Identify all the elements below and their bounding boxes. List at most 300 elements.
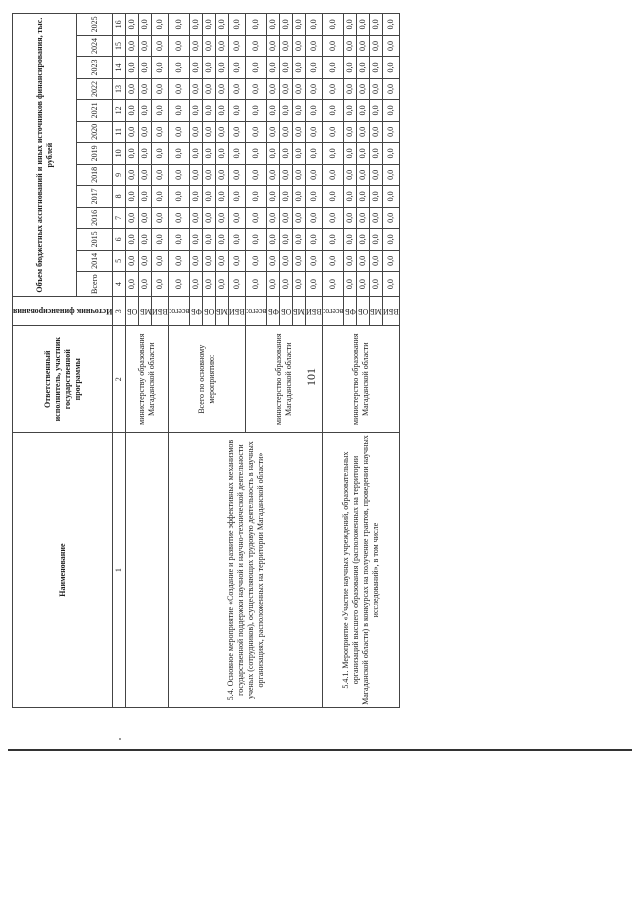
- row-value: 0,0: [267, 207, 280, 228]
- row-value: 0,0: [370, 229, 383, 250]
- row-value: 0,0: [267, 143, 280, 164]
- row-value: 0,0: [203, 14, 216, 36]
- row-value: 0,0: [126, 121, 139, 142]
- row-value: 0,0: [293, 186, 306, 207]
- row-source-label: ОБ: [281, 307, 292, 317]
- column-number: 6: [113, 229, 126, 250]
- row-value: 0,0: [267, 250, 280, 271]
- row-value: 0,0: [190, 14, 203, 36]
- row-value: 0,0: [293, 143, 306, 164]
- row-value: 0,0: [216, 57, 229, 78]
- row-value: 0,0: [267, 121, 280, 142]
- row-value: 0,0: [203, 121, 216, 142]
- row-value: 0,0: [139, 143, 152, 164]
- row-value: 0,0: [139, 164, 152, 185]
- row-value: 0,0: [344, 100, 357, 121]
- row-value: 0,0: [126, 143, 139, 164]
- column-numbers-row: [113, 14, 126, 708]
- row-source: [190, 297, 203, 326]
- row-value: 0,0: [169, 57, 190, 78]
- row-value: 0,0: [169, 164, 190, 185]
- row-value: 0,0: [280, 14, 293, 36]
- row-value: 0,0: [370, 250, 383, 271]
- row-value: 0,0: [169, 229, 190, 250]
- column-number: 5: [113, 250, 126, 271]
- row-value: 0,0: [216, 78, 229, 99]
- row-value: 0,0: [323, 57, 344, 78]
- row-value: 0,0: [370, 78, 383, 99]
- row-value: 0,0: [370, 14, 383, 36]
- row-value: 0,0: [293, 14, 306, 36]
- row-source-label: ФБ: [344, 307, 356, 317]
- row-value: 0,0: [344, 229, 357, 250]
- row-source-label: ВБИ: [383, 307, 399, 317]
- row-source: [357, 297, 370, 326]
- column-number: 16: [113, 14, 126, 36]
- header-year: 2020: [77, 121, 113, 142]
- row-value: 0,0: [126, 207, 139, 228]
- row-value: 0,0: [280, 207, 293, 228]
- row-value: 0,0: [383, 121, 400, 142]
- row-value: 0,0: [370, 121, 383, 142]
- row-value: 0,0: [229, 35, 246, 56]
- row-value: 0,0: [203, 272, 216, 297]
- row-value: 0,0: [152, 143, 169, 164]
- header-year: 2023: [77, 57, 113, 78]
- row-value: 0,0: [190, 186, 203, 207]
- row-value: 0,0: [306, 57, 323, 78]
- row-value: 0,0: [344, 207, 357, 228]
- row-value: 0,0: [293, 100, 306, 121]
- row-value: 0,0: [190, 229, 203, 250]
- row-value: 0,0: [190, 78, 203, 99]
- financing-table-rotated: [12, 13, 612, 708]
- row-source: [280, 297, 293, 326]
- row-value: 0,0: [383, 14, 400, 36]
- row-value: 0,0: [357, 100, 370, 121]
- row-value: 0,0: [190, 143, 203, 164]
- row-value: 0,0: [229, 229, 246, 250]
- row-value: 0,0: [357, 14, 370, 36]
- header-year: 2024: [77, 35, 113, 56]
- row-source: [370, 297, 383, 326]
- row-value: 0,0: [293, 250, 306, 271]
- row-value: 0,0: [152, 14, 169, 36]
- row-source-label: ВБИ: [152, 307, 169, 317]
- row-value: 0,0: [229, 14, 246, 36]
- row-value: 0,0: [126, 250, 139, 271]
- row-value: 0,0: [216, 164, 229, 185]
- row-value: 0,0: [152, 164, 169, 185]
- row-source-label: МБ: [139, 307, 152, 317]
- row-value: 0,0: [306, 78, 323, 99]
- row-responsible: Всего по основному мероприятию:: [169, 326, 246, 433]
- row-value: 0,0: [344, 143, 357, 164]
- row-value: 0,0: [280, 57, 293, 78]
- row-source-label: ОБ: [127, 307, 138, 317]
- column-number: 14: [113, 57, 126, 78]
- row-source: [383, 297, 400, 326]
- header-year: 2015: [77, 229, 113, 250]
- header-responsible: Ответственный исполнитель, участник государственной программы: [13, 326, 113, 433]
- row-source-label: всего:: [246, 307, 267, 317]
- column-number: 10: [113, 143, 126, 164]
- row-value: 0,0: [139, 57, 152, 78]
- row-value: 0,0: [216, 250, 229, 271]
- row-source: [169, 297, 190, 326]
- row-value: 0,0: [344, 57, 357, 78]
- row-value: 0,0: [306, 100, 323, 121]
- row-source: [306, 297, 323, 326]
- row-value: 0,0: [246, 207, 267, 228]
- row-value: 0,0: [357, 229, 370, 250]
- row-value: 0,0: [139, 100, 152, 121]
- row-value: 0,0: [203, 229, 216, 250]
- row-value: 0,0: [126, 229, 139, 250]
- row-value: 0,0: [293, 272, 306, 297]
- row-value: 0,0: [229, 186, 246, 207]
- table-row: [169, 14, 190, 708]
- row-value: 0,0: [344, 35, 357, 56]
- row-value: 0,0: [383, 78, 400, 99]
- row-source-label: МБ: [293, 307, 306, 317]
- row-value: 0,0: [383, 272, 400, 297]
- row-source-label: МБ: [370, 307, 383, 317]
- row-value: 0,0: [357, 250, 370, 271]
- row-value: 0,0: [323, 207, 344, 228]
- row-source: [267, 297, 280, 326]
- header-source: [13, 297, 113, 326]
- row-value: 0,0: [267, 14, 280, 36]
- row-value: 0,0: [152, 186, 169, 207]
- row-value: 0,0: [216, 229, 229, 250]
- row-value: 0,0: [203, 78, 216, 99]
- row-value: 0,0: [306, 229, 323, 250]
- row-value: 0,0: [190, 100, 203, 121]
- row-value: 0,0: [203, 164, 216, 185]
- row-value: 0,0: [370, 143, 383, 164]
- row-source-label: ОБ: [204, 307, 215, 317]
- row-value: 0,0: [229, 272, 246, 297]
- row-value: 0,0: [280, 78, 293, 99]
- header-volume: Объем бюджетных ассигнований и иных источников финансирования, тыс. рублей: [13, 14, 77, 297]
- row-source-label: ФБ: [190, 307, 202, 317]
- header-row: [13, 14, 77, 708]
- row-value: 0,0: [323, 100, 344, 121]
- row-value: 0,0: [229, 143, 246, 164]
- row-source-label: ВБИ: [229, 307, 246, 317]
- header-total: Всего: [77, 272, 113, 297]
- row-value: 0,0: [306, 207, 323, 228]
- row-value: 0,0: [246, 78, 267, 99]
- row-value: 0,0: [323, 14, 344, 36]
- header-year: 2022: [77, 78, 113, 99]
- row-value: 0,0: [126, 57, 139, 78]
- row-value: 0,0: [280, 229, 293, 250]
- row-value: 0,0: [357, 186, 370, 207]
- row-responsible: министерство образования Магаданской области: [246, 326, 323, 433]
- column-number: 7: [113, 207, 126, 228]
- row-value: 0,0: [357, 143, 370, 164]
- row-value: 0,0: [169, 186, 190, 207]
- row-value: 0,0: [280, 272, 293, 297]
- row-value: 0,0: [152, 121, 169, 142]
- row-value: 0,0: [267, 186, 280, 207]
- row-value: 0,0: [280, 121, 293, 142]
- row-value: 0,0: [246, 14, 267, 36]
- row-value: 0,0: [229, 250, 246, 271]
- row-value: 0,0: [126, 272, 139, 297]
- row-value: 0,0: [370, 164, 383, 185]
- row-value: 0,0: [139, 207, 152, 228]
- row-value: 0,0: [357, 78, 370, 99]
- column-number: 1: [113, 433, 126, 708]
- row-value: 0,0: [267, 57, 280, 78]
- row-value: 0,0: [306, 35, 323, 56]
- row-value: 0,0: [203, 250, 216, 271]
- row-value: 0,0: [126, 14, 139, 36]
- row-value: 0,0: [169, 35, 190, 56]
- row-value: 0,0: [246, 121, 267, 142]
- row-value: 0,0: [216, 207, 229, 228]
- row-value: 0,0: [216, 143, 229, 164]
- row-value: 0,0: [139, 250, 152, 271]
- row-source: [203, 297, 216, 326]
- row-value: 0,0: [293, 57, 306, 78]
- row-value: 0,0: [383, 207, 400, 228]
- row-value: 0,0: [370, 100, 383, 121]
- header-year: 2019: [77, 143, 113, 164]
- row-source-label: МБ: [216, 307, 229, 317]
- row-value: 0,0: [139, 121, 152, 142]
- row-value: 0,0: [323, 35, 344, 56]
- row-value: 0,0: [323, 164, 344, 185]
- row-source-label: всего:: [169, 307, 190, 317]
- row-value: 0,0: [190, 164, 203, 185]
- row-value: 0,0: [280, 100, 293, 121]
- row-value: 0,0: [357, 164, 370, 185]
- row-value: 0,0: [169, 272, 190, 297]
- row-value: 0,0: [344, 272, 357, 297]
- row-value: 0,0: [126, 164, 139, 185]
- row-value: 0,0: [357, 272, 370, 297]
- row-value: 0,0: [370, 35, 383, 56]
- row-value: 0,0: [246, 229, 267, 250]
- row-value: 0,0: [357, 121, 370, 142]
- row-value: 0,0: [152, 207, 169, 228]
- row-value: 0,0: [323, 143, 344, 164]
- row-value: 0,0: [383, 143, 400, 164]
- row-name: 5.4.1. Мероприятие «Участие научных учреждений, образовательных организаций высшего образования (расположенных на территории Магаданской области) в конкурсах на получение грантов, проведении научных исследований», в том числе: [323, 433, 400, 708]
- column-number: 8: [113, 186, 126, 207]
- row-value: 0,0: [152, 229, 169, 250]
- row-value: 0,0: [169, 250, 190, 271]
- row-value: 0,0: [383, 186, 400, 207]
- row-value: 0,0: [370, 186, 383, 207]
- table-row: [323, 14, 344, 708]
- column-number: 3: [113, 297, 126, 326]
- row-value: 0,0: [267, 229, 280, 250]
- row-value: 0,0: [306, 272, 323, 297]
- row-value: 0,0: [229, 121, 246, 142]
- row-name: [126, 433, 169, 708]
- financing-table: [12, 13, 400, 708]
- row-value: 0,0: [169, 121, 190, 142]
- row-value: 0,0: [306, 143, 323, 164]
- row-value: 0,0: [383, 100, 400, 121]
- row-value: 0,0: [306, 121, 323, 142]
- row-value: 0,0: [323, 272, 344, 297]
- row-value: 0,0: [203, 35, 216, 56]
- row-value: 0,0: [267, 164, 280, 185]
- row-value: 0,0: [246, 100, 267, 121]
- row-value: 0,0: [229, 100, 246, 121]
- row-value: 0,0: [152, 100, 169, 121]
- row-value: 0,0: [293, 121, 306, 142]
- row-source-label: всего:: [323, 307, 344, 317]
- table-row: [126, 14, 139, 708]
- row-source: [126, 297, 139, 326]
- row-value: 0,0: [306, 164, 323, 185]
- row-value: 0,0: [203, 207, 216, 228]
- row-source: [216, 297, 229, 326]
- row-value: 0,0: [370, 207, 383, 228]
- row-value: 0,0: [229, 57, 246, 78]
- row-value: 0,0: [169, 14, 190, 36]
- row-value: 0,0: [246, 186, 267, 207]
- row-source-label: ФБ: [267, 307, 279, 317]
- row-value: 0,0: [383, 35, 400, 56]
- row-source: [152, 297, 169, 326]
- row-value: 0,0: [344, 78, 357, 99]
- row-value: 0,0: [139, 78, 152, 99]
- row-value: 0,0: [246, 35, 267, 56]
- row-value: 0,0: [152, 78, 169, 99]
- row-value: 0,0: [169, 100, 190, 121]
- row-value: 0,0: [344, 121, 357, 142]
- row-value: 0,0: [216, 35, 229, 56]
- row-value: 0,0: [246, 272, 267, 297]
- row-source: [344, 297, 357, 326]
- row-value: 0,0: [203, 186, 216, 207]
- row-value: 0,0: [246, 164, 267, 185]
- row-value: 0,0: [203, 100, 216, 121]
- scan-speck: [119, 738, 121, 740]
- row-source-label: ОБ: [358, 307, 369, 317]
- row-value: 0,0: [139, 14, 152, 36]
- row-value: 0,0: [126, 78, 139, 99]
- row-value: 0,0: [190, 121, 203, 142]
- row-value: 0,0: [293, 229, 306, 250]
- row-value: 0,0: [306, 250, 323, 271]
- row-value: 0,0: [280, 186, 293, 207]
- row-value: 0,0: [139, 272, 152, 297]
- row-value: 0,0: [152, 272, 169, 297]
- row-value: 0,0: [190, 250, 203, 271]
- row-value: 0,0: [323, 186, 344, 207]
- row-value: 0,0: [190, 35, 203, 56]
- row-value: 0,0: [293, 35, 306, 56]
- row-value: 0,0: [229, 164, 246, 185]
- row-value: 0,0: [267, 78, 280, 99]
- column-number: 12: [113, 100, 126, 121]
- row-value: 0,0: [246, 250, 267, 271]
- row-value: 0,0: [280, 35, 293, 56]
- row-value: 0,0: [190, 207, 203, 228]
- row-value: 0,0: [323, 78, 344, 99]
- row-source: [139, 297, 152, 326]
- column-number: 13: [113, 78, 126, 99]
- header-name: Наименование: [13, 433, 113, 708]
- row-value: 0,0: [293, 164, 306, 185]
- row-value: 0,0: [139, 35, 152, 56]
- row-value: 0,0: [190, 272, 203, 297]
- header-year: 2025: [77, 14, 113, 36]
- row-value: 0,0: [229, 207, 246, 228]
- row-value: 0,0: [267, 35, 280, 56]
- row-value: 0,0: [139, 229, 152, 250]
- row-value: 0,0: [357, 35, 370, 56]
- header-source-label: Источник финансирования: [13, 307, 113, 317]
- row-value: 0,0: [370, 272, 383, 297]
- row-value: 0,0: [216, 121, 229, 142]
- row-value: 0,0: [126, 186, 139, 207]
- row-source: [246, 297, 267, 326]
- row-value: 0,0: [293, 207, 306, 228]
- row-value: 0,0: [216, 14, 229, 36]
- column-number: 15: [113, 35, 126, 56]
- row-name: 5.4. Основное мероприятие «Создание и развитие эффективных механизмов государственной поддержки научной и научно-технической деятельности ученых (сотрудников), осуществляющих трудовую деятельность в научных организациях, расположенных на территории Магаданской области»: [169, 433, 323, 708]
- row-value: 0,0: [126, 100, 139, 121]
- header-year: 2017: [77, 186, 113, 207]
- row-source: [323, 297, 344, 326]
- column-number: 2: [113, 326, 126, 433]
- row-value: 0,0: [383, 229, 400, 250]
- row-value: 0,0: [293, 78, 306, 99]
- row-value: 0,0: [152, 250, 169, 271]
- row-value: 0,0: [280, 164, 293, 185]
- row-value: 0,0: [280, 143, 293, 164]
- row-value: 0,0: [280, 250, 293, 271]
- row-value: 0,0: [267, 100, 280, 121]
- row-value: 0,0: [126, 35, 139, 56]
- page-number: 101: [304, 368, 318, 386]
- row-value: 0,0: [267, 272, 280, 297]
- row-value: 0,0: [357, 207, 370, 228]
- row-value: 0,0: [344, 250, 357, 271]
- row-value: 0,0: [370, 57, 383, 78]
- row-value: 0,0: [344, 164, 357, 185]
- row-value: 0,0: [323, 121, 344, 142]
- row-value: 0,0: [344, 14, 357, 36]
- row-value: 0,0: [190, 57, 203, 78]
- header-year: 2016: [77, 207, 113, 228]
- row-source-label: ВБИ: [306, 307, 322, 317]
- row-value: 0,0: [203, 57, 216, 78]
- separator-line: [8, 749, 632, 751]
- row-value: 0,0: [306, 186, 323, 207]
- row-responsible: министерство образования Магаданской области: [323, 326, 400, 433]
- row-value: 0,0: [383, 57, 400, 78]
- row-value: 0,0: [216, 100, 229, 121]
- row-source: [293, 297, 306, 326]
- row-value: 0,0: [306, 14, 323, 36]
- row-value: 0,0: [139, 186, 152, 207]
- row-value: 0,0: [169, 207, 190, 228]
- column-number: 4: [113, 272, 126, 297]
- column-number: 11: [113, 121, 126, 142]
- row-value: 0,0: [323, 229, 344, 250]
